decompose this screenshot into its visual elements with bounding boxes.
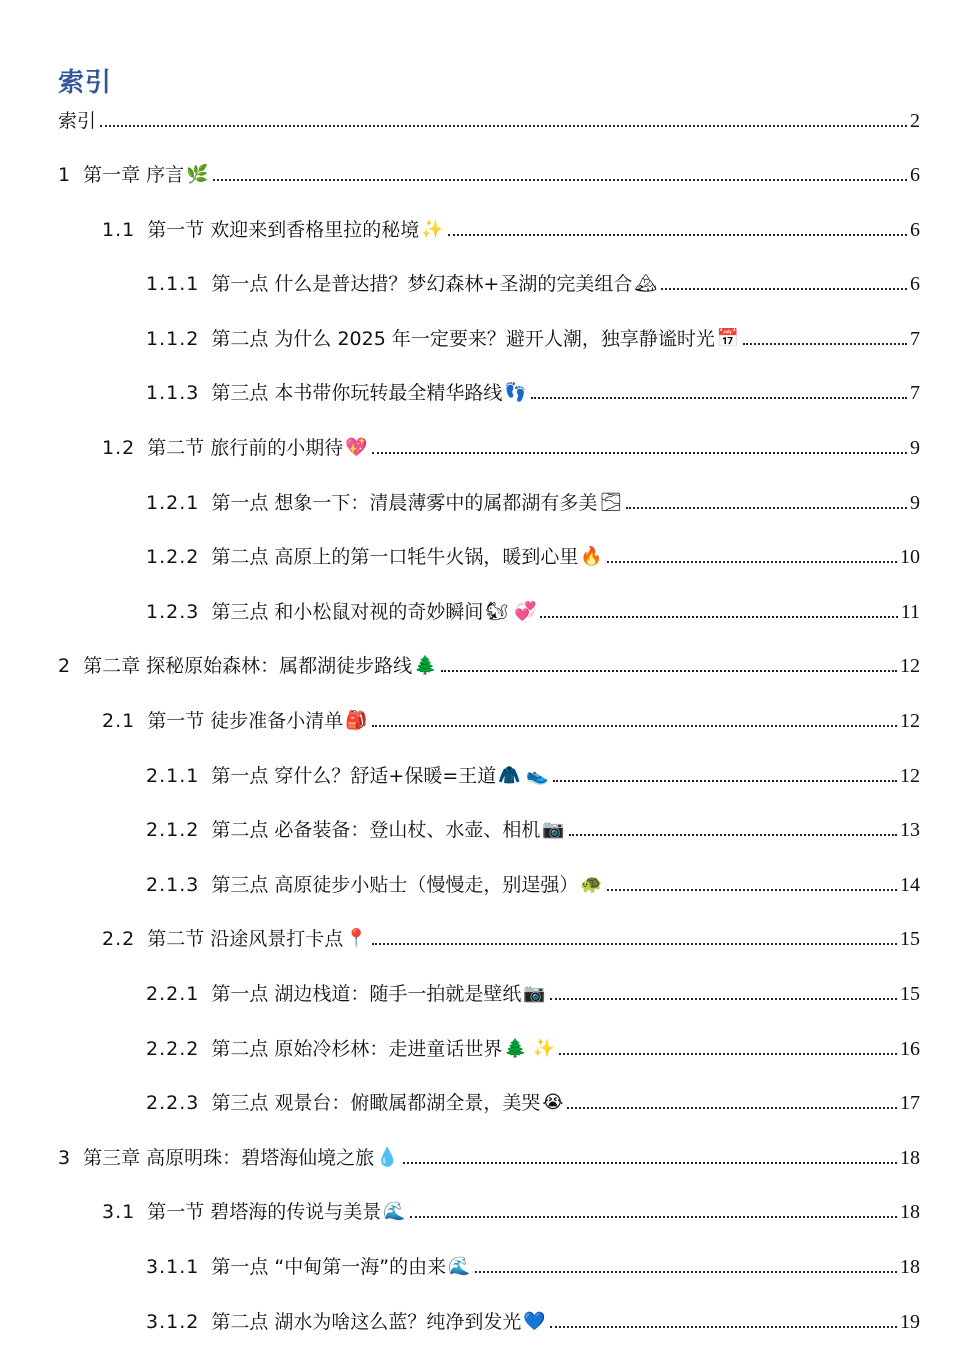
toc-dot-leader <box>475 1271 897 1273</box>
toc-entry-emoji-icon: 🌊 <box>383 1201 406 1223</box>
toc-dot-leader <box>661 288 907 290</box>
toc-entry-emoji-icon: 📍 <box>345 928 368 950</box>
toc-dot-leader <box>441 670 897 672</box>
toc-entry-page-number: 7 <box>910 382 920 405</box>
toc-dot-leader <box>410 1216 897 1218</box>
toc-entry-number: 2.1.1 <box>146 764 200 787</box>
toc-entry-number: 1 <box>58 164 72 186</box>
toc-entry-emoji-icon: 🌲 <box>414 655 437 677</box>
toc-entry-emoji-icon: 🌲 ✨ <box>504 1037 555 1059</box>
toc-entry-emoji-icon: 💙 <box>523 1310 546 1332</box>
toc-entry-page-number: 12 <box>900 764 920 787</box>
toc-entry-title: 第一点 什么是普达措？梦幻森林+圣湖的完美组合 <box>211 273 633 296</box>
toc-entry-title: 第二节 沿途风景打卡点 <box>147 928 344 951</box>
toc-entry-emoji-icon: 📷 <box>523 983 546 1004</box>
toc-dot-leader <box>550 1326 897 1328</box>
toc-entry[interactable] <box>102 922 920 952</box>
toc-entry-page-number: 9 <box>910 491 920 514</box>
toc-entry[interactable] <box>58 104 920 134</box>
toc-dot-leader <box>403 1162 897 1164</box>
toc-entry[interactable] <box>146 267 920 297</box>
toc-entry-number: 1.1.3 <box>146 382 200 405</box>
toc-entry-emoji-icon: 💖 <box>345 437 368 458</box>
toc-entry-number: 3 <box>58 1146 72 1169</box>
toc-entry[interactable] <box>102 431 920 461</box>
toc-entry-title: 第一节 欢迎来到香格里拉的秘境 <box>147 218 420 241</box>
toc-entry-title: 第二点 高原上的第一口牦牛火锅，暖到心里 <box>211 546 579 569</box>
toc-entry-page-number: 18 <box>900 1256 920 1278</box>
toc-entry-number: 2.2 <box>102 928 136 951</box>
toc-entry-page-number: 6 <box>910 164 920 186</box>
toc-entry[interactable] <box>58 1141 920 1171</box>
toc-entry-page-number: 6 <box>910 273 920 296</box>
toc-entry[interactable] <box>146 1032 920 1062</box>
toc-entry-title: 第二节 旅行前的小期待 <box>147 437 344 459</box>
toc-entry-number: 2.2.1 <box>146 983 200 1005</box>
toc-entry[interactable] <box>102 213 920 243</box>
toc-entry-title: 第三点 观景台：俯瞰属都湖全景，美哭 <box>211 1092 541 1115</box>
toc-entry-title: 第二点 原始冷杉林：走进童话世界 <box>211 1037 503 1060</box>
toc-entry-emoji-icon: 😭 <box>542 1092 564 1114</box>
toc-entry-page-number: 14 <box>900 873 920 896</box>
toc-entry-page-number: 11 <box>900 600 920 623</box>
toc-entry-title: 第三点 和小松鼠对视的奇妙瞬间 <box>211 600 484 623</box>
toc-entry[interactable] <box>146 486 920 516</box>
toc-entry-title: 第一节 碧塔海的传说与美景 <box>147 1201 382 1224</box>
toc-dot-leader <box>569 834 897 836</box>
toc-entry-number: 1.1.1 <box>146 273 200 296</box>
toc-dot-leader <box>567 1107 897 1109</box>
toc-entry-title: 第三点 本书带你玩转最全精华路线 <box>211 382 503 405</box>
toc-entry-title: 第一节 徒步准备小清单 <box>147 710 344 732</box>
toc-dot-leader <box>607 561 897 563</box>
toc-entry-number: 1.1 <box>102 218 136 241</box>
toc-entry[interactable] <box>146 813 920 843</box>
toc-entry-emoji-icon: 🎒 <box>345 710 368 731</box>
toc-dot-leader <box>448 234 907 236</box>
toc-entry[interactable] <box>146 595 920 625</box>
toc-entry-emoji-icon: 🏔 <box>634 273 658 295</box>
toc-entry-title: 第一章 序言 <box>83 164 185 186</box>
toc-dot-leader <box>372 943 897 945</box>
toc-entry-title: 第一点 “中甸第一海”的由来 <box>211 1256 447 1278</box>
toc-entry-emoji-icon: 📅 <box>716 327 740 349</box>
toc-entry-number: 3.1 <box>102 1201 136 1224</box>
toc-entry-number: 3.1.2 <box>146 1310 200 1333</box>
toc-entry-page-number: 12 <box>900 710 920 732</box>
toc-entry-number: 1.2.3 <box>146 600 200 623</box>
toc-dot-leader <box>607 889 897 891</box>
toc-entry-page-number: 18 <box>900 1201 920 1224</box>
toc-entry-number: 2.2.3 <box>146 1092 200 1115</box>
toc-dot-leader <box>372 725 897 727</box>
toc-entry-title: 第二点 湖水为啥这么蓝？纯净到发光 <box>211 1310 522 1333</box>
toc-entry-page-number: 15 <box>900 928 920 951</box>
toc-entry[interactable] <box>146 868 920 898</box>
toc-entry-number: 1.1.2 <box>146 327 200 350</box>
toc-dot-leader <box>531 397 907 399</box>
toc-entry-emoji-icon: 🔥 <box>580 546 603 568</box>
toc-entry-title: 第一点 想象一下：清晨薄雾中的属都湖有多美 <box>211 491 598 514</box>
toc-dot-leader <box>213 179 907 181</box>
toc-entry-page-number: 2 <box>910 110 920 132</box>
toc-entry-title: 第三章 高原明珠：碧塔海仙境之旅 <box>83 1146 375 1169</box>
toc-dot-leader <box>626 507 907 509</box>
toc-entry-page-number: 7 <box>910 327 920 350</box>
toc-dot-leader <box>100 125 907 127</box>
toc-entry-title: 第一点 湖边栈道：随手一拍就是壁纸 <box>211 983 522 1005</box>
toc-entry[interactable] <box>146 1305 920 1335</box>
toc-entry-number: 2.1.3 <box>146 873 200 896</box>
toc-entry-number: 1.2.2 <box>146 546 200 569</box>
toc-entry-number: 2.1 <box>102 710 136 732</box>
toc-entry-emoji-icon: 🐢 <box>580 873 603 895</box>
toc-entry-number: 1.2 <box>102 437 136 459</box>
toc-entry-number: 1.2.1 <box>146 491 200 514</box>
toc-entry-emoji-icon: 📷 <box>542 819 565 841</box>
toc-entry[interactable] <box>146 540 920 570</box>
toc-entry[interactable] <box>146 759 920 789</box>
toc-entry-page-number: 16 <box>900 1037 920 1060</box>
toc-entry[interactable] <box>146 977 920 1007</box>
toc-entry-title: 第三点 高原徒步小贴士（慢慢走，别逞强） <box>211 873 579 896</box>
toc-entry-number: 2.1.2 <box>146 819 200 842</box>
toc-entry-page-number: 17 <box>900 1092 920 1115</box>
toc-entry-title: 第二章 探秘原始森林：属都湖徒步路线 <box>83 655 413 678</box>
toc-entry-title: 第一点 穿什么？舒适+保暖=王道 <box>211 764 497 787</box>
toc-dot-leader <box>553 780 897 782</box>
toc-entry[interactable] <box>102 1195 920 1225</box>
toc-entry-page-number: 9 <box>910 437 920 459</box>
toc-entry-number: 2 <box>58 655 72 678</box>
toc-entry-page-number: 6 <box>910 218 920 241</box>
toc-entry-page-number: 15 <box>900 983 920 1005</box>
toc-dot-leader <box>559 1053 897 1055</box>
toc-entry-page-number: 18 <box>900 1146 920 1169</box>
toc-entry-emoji-icon: 🌿 <box>186 164 209 185</box>
toc-entry-emoji-icon: 🌫 <box>599 491 623 513</box>
toc-entry[interactable] <box>146 376 920 406</box>
toc-entry-page-number: 19 <box>900 1310 920 1333</box>
toc-entry-title: 第二点 为什么 2025 年一定要来？避开人潮，独享静谧时光 <box>211 327 715 350</box>
toc-entry-title: 第二点 必备装备：登山杖、水壶、相机 <box>211 819 541 842</box>
toc-entry[interactable] <box>146 322 920 352</box>
toc-entry-page-number: 10 <box>900 546 920 569</box>
toc-entry-title: 索引 <box>58 110 97 132</box>
toc-entry-emoji-icon: 🌊 <box>448 1256 471 1277</box>
toc-entry-number: 2.2.2 <box>146 1037 200 1060</box>
toc-entry-page-number: 13 <box>900 819 920 842</box>
toc-dot-leader <box>743 343 907 345</box>
toc-entry-emoji-icon: 🐿 💞 <box>485 600 537 622</box>
toc-entry-emoji-icon: 🧥 👟 <box>498 764 549 786</box>
toc-entry-number: 3.1.1 <box>146 1256 200 1278</box>
toc-entry-emoji-icon: ✨ <box>421 218 444 240</box>
toc-dot-leader <box>540 616 897 618</box>
toc-entry-page-number: 12 <box>900 655 920 678</box>
toc-entry-emoji-icon: 💧 <box>376 1146 399 1168</box>
toc-entry[interactable] <box>102 704 920 734</box>
toc-entry[interactable] <box>58 649 920 679</box>
toc-entry[interactable] <box>58 158 920 188</box>
toc-entry[interactable] <box>146 1086 920 1116</box>
toc-dot-leader <box>372 452 907 454</box>
toc-entry[interactable] <box>146 1250 920 1280</box>
toc-dot-leader <box>550 998 897 1000</box>
toc-entry-emoji-icon: 👣 <box>504 382 527 404</box>
toc-heading: 索引 <box>58 68 113 98</box>
